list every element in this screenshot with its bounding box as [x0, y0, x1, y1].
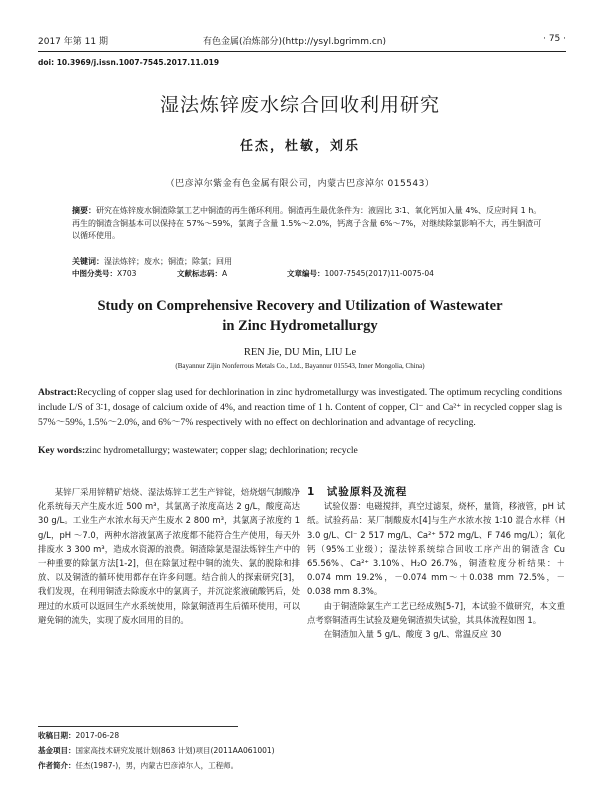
- keywords-en-text: zinc hydrometallurgy; wastewater; copper slag; dechlorination; recycle: [85, 445, 358, 456]
- authors-chinese: 任杰，杜敏，刘乐: [239, 139, 360, 154]
- title-english: [0, 296, 600, 336]
- clc-value: X703: [117, 269, 137, 278]
- doi: doi: 10.3969/j.issn.1007-7545.2017.11.019: [38, 58, 220, 67]
- body-paragraph: 某锌厂采用锌精矿焙烧、湿法炼锌工艺生产锌锭，焙烧烟气制酸净化系统每天产生废水近 500 m³，其氯离子浓度高达 2 g/L，酸度高达 30 g/L。工业生产水浓水每天产生废水 2 800 m³，其氯离子浓度约 1 g/L，pH ～7.0，两种水溶液氯离子浓度都不能符合生产使用，每天外排废水 3 300 m³，造成水资源的浪费。铜渣除氯是湿法炼锌生产中的一种重要的除氯方法[1-2]，但在除氯过程中铜的流失、氯的脱除和排放、以及铜渣的循环使用都存在许多问题。结合前人的探索研究[3]，我们发现，在利用铜渣去除废水中的氯离子，并沉淀浆液硫酸钙后，处理过的水质可以返回生产水系统使用，除氯铜渣再生后循环使用，可以避免铜的流失，实现了废水回用的目的。: [38, 487, 300, 625]
- abstract-english: [38, 385, 562, 430]
- journal-name: 有色金属(冶炼部分)(http://ysyl.bgrimm.cn): [203, 37, 386, 47]
- author-value: 任杰(1987-)，男，内蒙古巴彦淖尔人，工程师。: [75, 761, 239, 770]
- clc-label: 中图分类号：: [72, 269, 117, 278]
- abstract-label: 摘要：: [72, 206, 96, 215]
- page-number: · 75 ·: [543, 34, 566, 44]
- body-left-column: [38, 485, 300, 627]
- received-label: 收稿日期：: [38, 731, 76, 740]
- classification-line: [72, 268, 542, 278]
- abstract-en-text: Recycling of copper slag used for dechlorination in zinc hydrometallurgy was investigated. The optimum recycling conditions include L/S of 3∶1, dosage of calcium oxide of 4%, and reaction time of 1 h. Content of copper, Cl⁻ and Ca²⁺ in recycled copper slag is 57%～59%, 1.5%～2.0%, and 6%～7% respectively with no effect on dechlorination and advantage of recycling.: [38, 387, 562, 428]
- keywords-english: [38, 445, 562, 456]
- body-right-column: [307, 485, 565, 641]
- footnote-received: [38, 730, 119, 741]
- body-paragraph: 在铜渣加入量 5 g/L、酸度 3 g/L、常温反应 30: [323, 629, 502, 640]
- affiliation-english: (Bayannur Zijin Nonferrous Metals Co., Ltd., Bayannur 015543, Inner Mongolia, China): [175, 362, 425, 370]
- authors-english: REN Jie, DU Min, LIU Le: [243, 347, 357, 358]
- fund-value: 国家高技术研究发展计划(863 计划)项目(2011AA061001): [75, 746, 275, 755]
- issue-label: 2017 年第 11 期: [38, 37, 108, 47]
- header-rule: [38, 51, 566, 52]
- fund-label: 基金项目：: [38, 746, 76, 755]
- article-no-label: 文章编号：: [287, 269, 325, 278]
- footnote-rule: [38, 726, 238, 727]
- author-label: 作者简介：: [38, 761, 76, 770]
- keywords-label: 关键词：: [72, 257, 104, 266]
- affiliation-chinese: （巴彦淖尔紫金有色金属有限公司，内蒙古巴彦淖尔 015543）: [165, 179, 435, 189]
- body-paragraph: 试验仪器：电磁搅拌，真空过滤泵，烧杯，量筒，移液管，pH 试纸。试验药品：某厂制酸废水[4]与生产水浓水按 1∶10 混合水样（H 3.0 g/L、Cl⁻ 2 517 mg/L、Ca²⁺ 572 mg/L、F 746 mg/L）；氧化钙（95%工业级）；湿法锌系统综合回收工序产出的铜渣含 Cu 65.56%、Ca²⁺ 3.10%、H₂O 26.7%，铜渣粒度分析结果：＋0.074 mm 19.2%，－0.074 mm～＋0.038 mm 72.5%，－0.038 mm 8.3%。: [307, 501, 565, 597]
- footnote-fund: [38, 745, 275, 756]
- section-heading: 1 试验原料及流程: [307, 486, 408, 498]
- title-chinese: 湿法炼锌废水综合回收利用研究: [159, 94, 440, 116]
- running-header: [38, 34, 566, 46]
- doc-code-label: 文献标志码：: [177, 269, 222, 278]
- abstract-text: 研究在炼锌废水铜渣除氯工艺中铜渣的再生循环利用。铜渣再生最优条件为：液固比 3∶1、氧化钙加入量 4%、反应时间 1 h。再生的铜渣含铜基本可以保持在 57%～59%，氯离子含量 1.5%～2.0%，钙离子含量 6%～7%，对继续除氯影响不大，再生铜渣可以循环使用。: [72, 206, 542, 240]
- abstract-chinese: [72, 205, 542, 243]
- keywords-chinese: [72, 256, 232, 267]
- keywords-text: 湿法炼锌；废水；铜渣；除氯；回用: [104, 257, 232, 266]
- footnote-author: [38, 760, 238, 771]
- title-english-line2: in Zinc Hydrometallurgy: [222, 318, 378, 334]
- doc-code-value: A: [222, 269, 228, 278]
- body-paragraph: 由于铜渣除氯生产工艺已经成熟[5-7]，本试验不做研究，本文重点考察铜渣再生试验及避免铜渣损失试验，其具体流程如图 1。: [307, 600, 565, 625]
- article-no-value: 1007-7545(2017)11-0075-04: [324, 269, 434, 278]
- received-value: 2017-06-28: [75, 731, 120, 740]
- keywords-en-label: Key words:: [38, 445, 86, 456]
- abstract-en-label: Abstract:: [38, 387, 77, 398]
- title-english-line1: Study on Comprehensive Recovery and Utilization of Wastewater: [97, 298, 503, 314]
